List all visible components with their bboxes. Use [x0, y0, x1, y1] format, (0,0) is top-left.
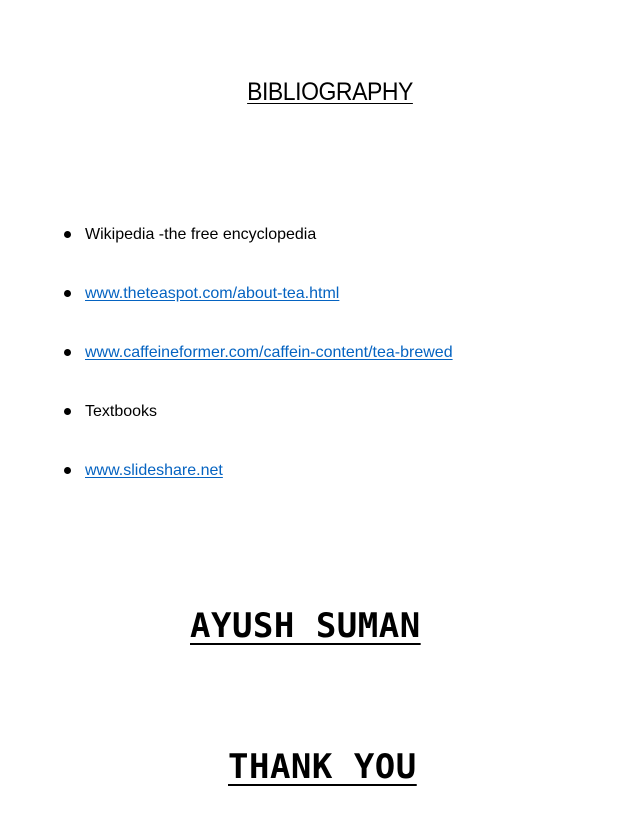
- bullet-icon: [64, 290, 71, 297]
- bibliography-link-slideshare[interactable]: www.slideshare.net: [85, 462, 223, 479]
- list-item: [62, 456, 453, 485]
- page-title: BIBLIOGRAPHY: [247, 78, 413, 106]
- bibliography-entry-textbooks: Textbooks: [85, 403, 158, 420]
- bullet-icon: [64, 349, 71, 356]
- list-item: [62, 279, 453, 308]
- author-name: AYUSH SUMAN: [190, 606, 421, 646]
- bullet-icon: [64, 467, 71, 474]
- bibliography-entry-wikipedia: Wikipedia -the free encyclopedia: [85, 226, 317, 243]
- list-item: [62, 338, 453, 367]
- bullet-icon: [64, 231, 71, 238]
- bibliography-list: [62, 220, 453, 515]
- list-item: [62, 397, 453, 426]
- list-item: [62, 220, 453, 249]
- closing-text: THANK YOU: [228, 747, 417, 787]
- bibliography-link-caffeineformer[interactable]: www.caffeineformer.com/caffein-content/tea-brewed: [85, 344, 453, 361]
- bibliography-link-theteaspot[interactable]: www.theteaspot.com/about-tea.html: [85, 285, 340, 302]
- bullet-icon: [64, 408, 71, 415]
